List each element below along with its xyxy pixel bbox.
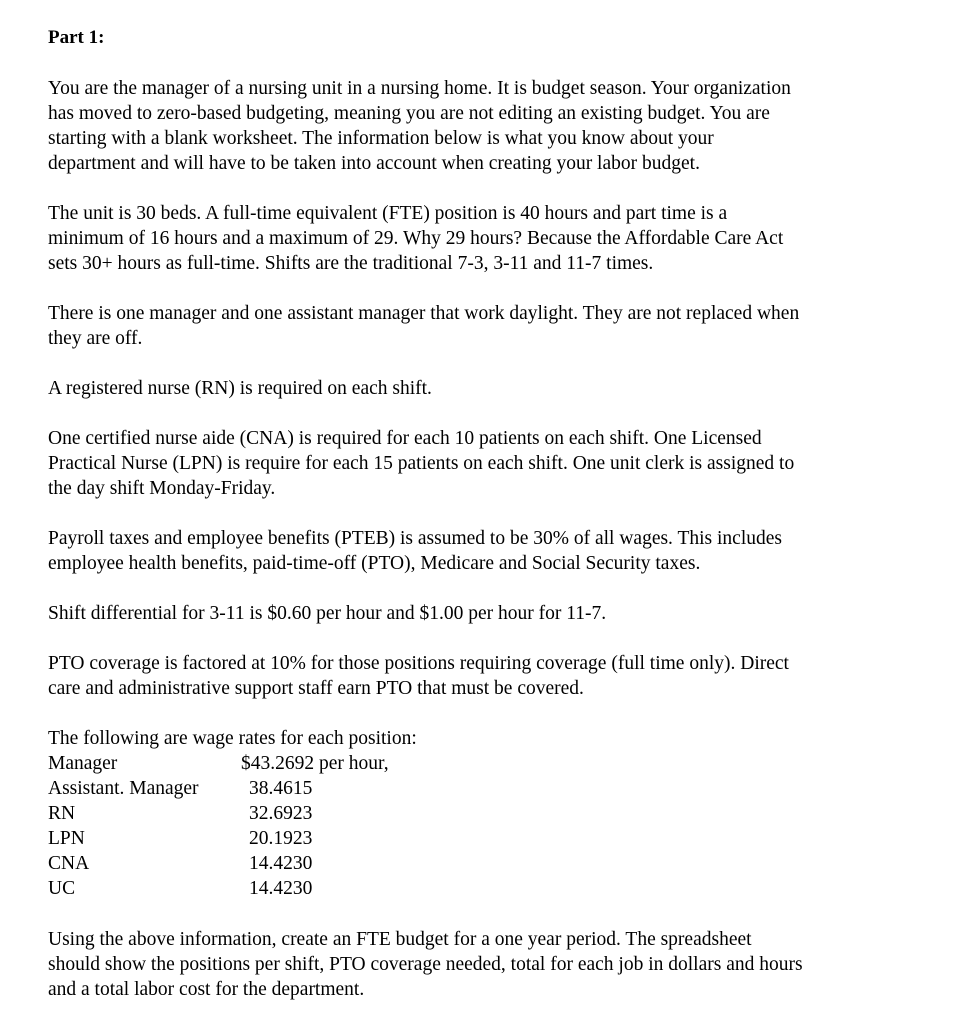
wage-rate: $43.2692 per hour,: [241, 753, 389, 774]
wage-position: Manager: [48, 753, 118, 774]
paragraph-management: There is one manager and one assistant manager that work daylight. They are not replaced when they are off.: [48, 303, 800, 349]
wage-position: Assistant. Manager: [48, 778, 199, 799]
wage-rate: 14.4230: [249, 853, 313, 874]
wage-row: [48, 751, 928, 776]
wage-position: RN: [48, 803, 76, 824]
wage-rate: 20.1923: [249, 828, 313, 849]
wage-rate: 14.4230: [249, 878, 313, 899]
wage-row: [48, 776, 928, 801]
wage-intro: The following are wage rates for each position:: [48, 728, 417, 749]
wage-position: LPN: [48, 828, 85, 849]
wage-rate: 32.6923: [249, 803, 313, 824]
wage-rate-list: [48, 751, 928, 901]
part-heading: Part 1:: [48, 27, 105, 48]
document-body: [48, 26, 928, 1002]
paragraph-pto-coverage: PTO coverage is factored at 10% for those positions requiring coverage (full time only). Direct care and administrative support staff earn PTO that must be covered.: [48, 653, 789, 699]
paragraph-rn-requirement: A registered nurse (RN) is required on each shift.: [48, 378, 432, 399]
wage-row: [48, 801, 928, 826]
wage-rate: 38.4615: [249, 778, 313, 799]
wage-row: [48, 826, 928, 851]
paragraph-staffing-ratios: One certified nurse aide (CNA) is required for each 10 patients on each shift. One Licensed Practical Nurse (LPN) is require for each 15 patients on each shift. One unit clerk is assigned to the day shift Monday-Friday.: [48, 428, 795, 499]
wage-position: CNA: [48, 853, 90, 874]
wage-position: UC: [48, 878, 76, 899]
wage-row: [48, 876, 928, 901]
paragraph-pteb: Payroll taxes and employee benefits (PTEB) is assumed to be 30% of all wages. This includes employee health benefits, paid-time-off (PTO), Medicare and Social Security taxes.: [48, 528, 782, 574]
wage-row: [48, 851, 928, 876]
paragraph-closing-instructions: Using the above information, create an FTE budget for a one year period. The spreadsheet should show the positions per shift, PTO coverage needed, total for each job in dollars and hours and a total labor cost for the department.: [48, 929, 803, 1000]
paragraph-unit-details: The unit is 30 beds. A full-time equivalent (FTE) position is 40 hours and part time is a minimum of 16 hours and a maximum of 29. Why 29 hours? Because the Affordable Care Act sets 30+ hours as full-time. Shifts are the traditional 7-3, 3-11 and 11-7 times.: [48, 203, 784, 274]
paragraph-shift-differential: Shift differential for 3-11 is $0.60 per hour and $1.00 per hour for 11-7.: [48, 603, 607, 624]
paragraph-intro: You are the manager of a nursing unit in a nursing home. It is budget season. Your organization has moved to zero-based budgeting, meaning you are not editing an existing budget. You are starting with a blank worksheet. The information below is what you know about your department and will have to be taken into account when creating your labor budget.: [48, 78, 791, 174]
